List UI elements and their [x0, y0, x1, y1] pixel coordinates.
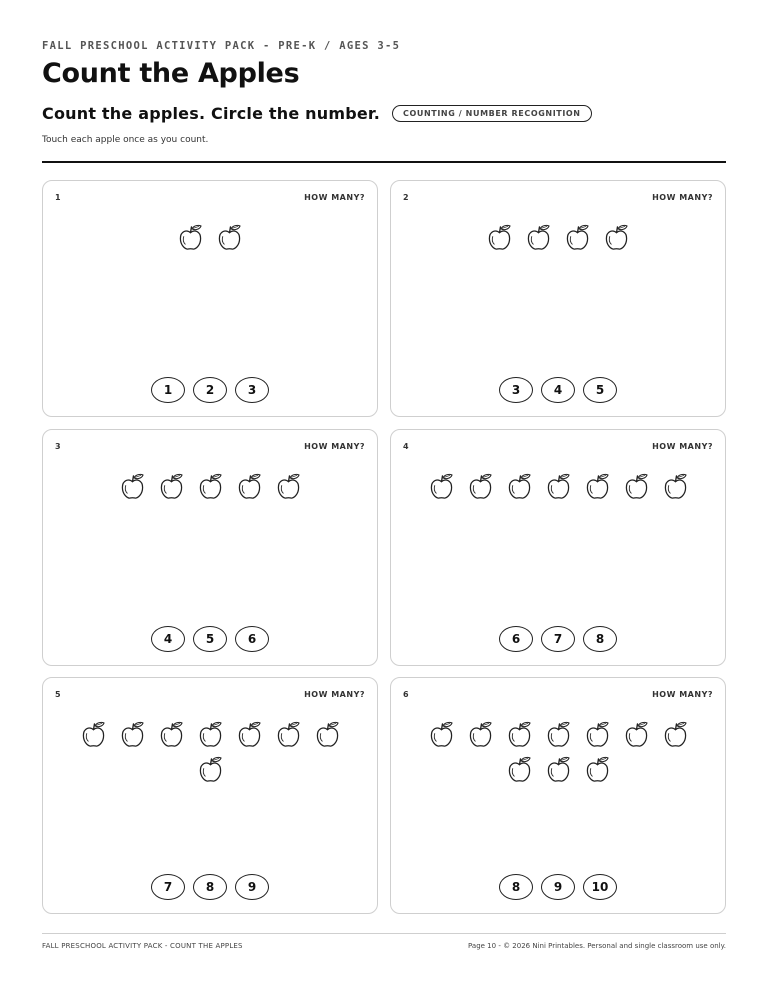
apple-group [79, 224, 341, 251]
apple-icon [624, 721, 649, 748]
apple-icon [546, 721, 571, 748]
apple-icon [120, 473, 145, 500]
apple-icon [276, 473, 301, 500]
answer-choice[interactable]: 5 [193, 626, 227, 652]
footer-copyright: Page 10 - © 2026 Nini Printables. Personal and single classroom use only. [468, 942, 726, 950]
answer-choice[interactable]: 6 [499, 626, 533, 652]
apple-icon [81, 721, 106, 748]
card-number: 4 [403, 442, 409, 451]
apple-group [427, 224, 689, 251]
header-divider [42, 161, 726, 163]
apple-icon [585, 473, 610, 500]
counting-card-4 [390, 429, 726, 666]
answer-choice[interactable]: 3 [499, 377, 533, 403]
apple-icon [663, 721, 688, 748]
apple-icon [585, 721, 610, 748]
how-many-label: HOW MANY? [652, 690, 713, 699]
answer-choice[interactable]: 4 [541, 377, 575, 403]
apple-icon [624, 473, 649, 500]
apple-icon [315, 721, 340, 748]
answer-choices [43, 626, 377, 652]
apple-icon [276, 721, 301, 748]
apple-icon [120, 721, 145, 748]
skill-badge: COUNTING / NUMBER RECOGNITION [392, 105, 592, 122]
apple-icon [178, 224, 203, 251]
apple-icon [217, 224, 242, 251]
footer-pack-label: FALL PRESCHOOL ACTIVITY PACK - COUNT THE APPLES [42, 942, 243, 950]
apple-group [79, 721, 341, 783]
apple-icon [604, 224, 629, 251]
apple-group [79, 473, 341, 500]
counting-card-1 [42, 180, 378, 417]
apple-group [427, 721, 689, 783]
apple-icon [565, 224, 590, 251]
apple-icon [198, 473, 223, 500]
footer-divider [42, 933, 726, 934]
answer-choice[interactable]: 2 [193, 377, 227, 403]
apple-icon [159, 721, 184, 748]
how-many-label: HOW MANY? [304, 193, 365, 202]
answer-choice[interactable]: 9 [541, 874, 575, 900]
answer-choices [391, 377, 725, 403]
counting-card-5 [42, 677, 378, 914]
answer-choice[interactable]: 8 [499, 874, 533, 900]
card-number: 3 [55, 442, 61, 451]
counting-card-3 [42, 429, 378, 666]
how-many-label: HOW MANY? [652, 193, 713, 202]
counting-card-6 [390, 677, 726, 914]
apple-icon [546, 473, 571, 500]
worksheet-page [42, 0, 726, 994]
apple-icon [585, 756, 610, 783]
apple-icon [198, 721, 223, 748]
instruction-subtext: Touch each apple once as you count. [42, 135, 209, 145]
how-many-label: HOW MANY? [304, 690, 365, 699]
counting-card-2 [390, 180, 726, 417]
answer-choice[interactable]: 10 [583, 874, 617, 900]
answer-choice[interactable]: 4 [151, 626, 185, 652]
answer-choice[interactable]: 3 [235, 377, 269, 403]
apple-icon [237, 473, 262, 500]
apple-group [427, 473, 689, 500]
answer-choice[interactable]: 7 [151, 874, 185, 900]
apple-icon [429, 721, 454, 748]
answer-choice[interactable]: 8 [193, 874, 227, 900]
apple-icon [159, 473, 184, 500]
card-number: 5 [55, 690, 61, 699]
apple-icon [468, 473, 493, 500]
apple-icon [507, 721, 532, 748]
answer-choices [391, 874, 725, 900]
apple-icon [487, 224, 512, 251]
apple-icon [507, 756, 532, 783]
apple-icon [507, 473, 532, 500]
instruction: Count the apples. Circle the number. [42, 104, 381, 123]
apple-icon [198, 756, 223, 783]
answer-choices [43, 377, 377, 403]
card-number: 1 [55, 193, 61, 202]
apple-icon [429, 473, 454, 500]
answer-choice[interactable]: 6 [235, 626, 269, 652]
answer-choice[interactable]: 5 [583, 377, 617, 403]
answer-choices [43, 874, 377, 900]
apple-icon [526, 224, 551, 251]
instruction-row [42, 104, 592, 123]
page-title: Count the Apples [42, 58, 300, 89]
answer-choices [391, 626, 725, 652]
answer-choice[interactable]: 1 [151, 377, 185, 403]
apple-icon [468, 721, 493, 748]
pack-title: FALL PRESCHOOL ACTIVITY PACK - PRE-K / AGES 3-5 [42, 40, 401, 52]
card-number: 6 [403, 690, 409, 699]
how-many-label: HOW MANY? [304, 442, 365, 451]
answer-choice[interactable]: 7 [541, 626, 575, 652]
apple-icon [663, 473, 688, 500]
answer-choice[interactable]: 9 [235, 874, 269, 900]
apple-icon [237, 721, 262, 748]
card-number: 2 [403, 193, 409, 202]
how-many-label: HOW MANY? [652, 442, 713, 451]
answer-choice[interactable]: 8 [583, 626, 617, 652]
apple-icon [546, 756, 571, 783]
